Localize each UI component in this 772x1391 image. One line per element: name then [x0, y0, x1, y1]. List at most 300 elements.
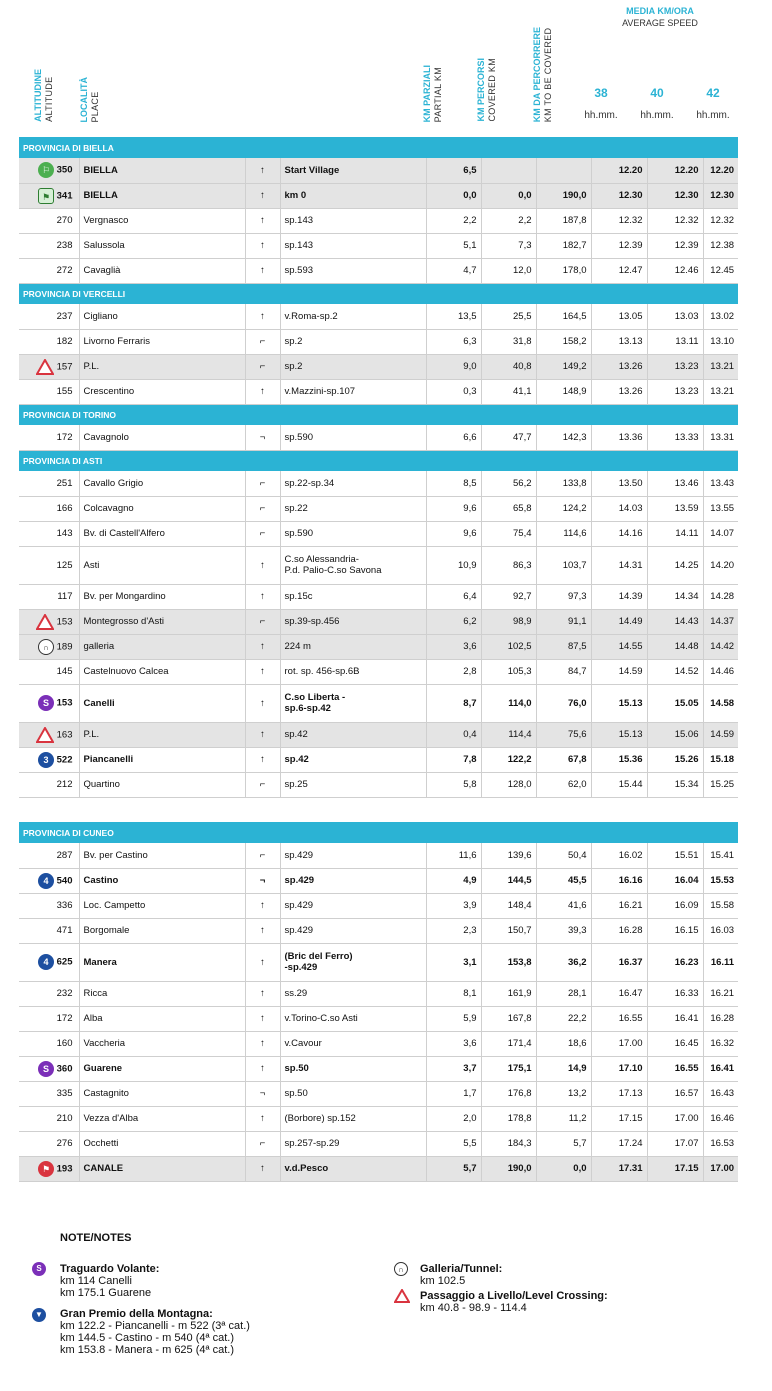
road-cell: v.d.Pesco	[280, 1156, 426, 1181]
table-row	[19, 747, 738, 772]
time-38-cell: 12.20	[591, 158, 647, 183]
altitude-cell: ⚑ 341	[19, 183, 79, 208]
partial-km-cell: 6,6	[426, 425, 481, 450]
partial-km-cell: 9,6	[426, 521, 481, 546]
km-to-cover-cell: 76,0	[536, 684, 591, 722]
time-40-cell: 14.25	[647, 546, 703, 584]
time-40-cell: 16.15	[647, 918, 703, 943]
time-42-cell: 16.21	[703, 981, 738, 1006]
road-cell: Start Village	[280, 158, 426, 183]
km-to-cover-cell: 5,7	[536, 1131, 591, 1156]
place-cell: Piancanelli	[79, 747, 245, 772]
partial-km-cell: 6,2	[426, 609, 481, 634]
time-38-cell: 17.31	[591, 1156, 647, 1181]
road-cell: v.Roma-sp.2	[280, 304, 426, 329]
covered-km-cell: 122,2	[481, 747, 536, 772]
province-name: PROVINCIA DI BIELLA	[19, 137, 738, 158]
road-cell: sp.22	[280, 496, 426, 521]
partial-km-cell: 11,6	[426, 843, 481, 868]
time-40-cell: 14.34	[647, 584, 703, 609]
covered-km-cell: 25,5	[481, 304, 536, 329]
partial-km-cell: 8,7	[426, 684, 481, 722]
time-38-cell: 15.13	[591, 684, 647, 722]
time-38-cell: 16.21	[591, 893, 647, 918]
direction-cell: ⌐	[245, 354, 280, 379]
covered-km-cell: 128,0	[481, 772, 536, 797]
time-40-cell: 12.46	[647, 258, 703, 283]
direction-cell: ↑	[245, 304, 280, 329]
covered-km-cell: 12,0	[481, 258, 536, 283]
direction-cell: ↑	[245, 918, 280, 943]
province-header	[19, 283, 738, 304]
covered-km-cell: 102,5	[481, 634, 536, 659]
km-to-cover-cell: 164,5	[536, 304, 591, 329]
table-row	[19, 609, 738, 634]
place-cell: Cigliano	[79, 304, 245, 329]
km-to-cover-cell: 190,0	[536, 183, 591, 208]
road-cell: sp.25	[280, 772, 426, 797]
hh-mm-label: hh.mm.	[640, 110, 674, 121]
partial-km-cell: 9,0	[426, 354, 481, 379]
time-42-cell: 15.18	[703, 747, 738, 772]
direction-cell: ↑	[245, 208, 280, 233]
time-40-cell: 13.23	[647, 354, 703, 379]
time-38-cell: 16.55	[591, 1006, 647, 1031]
time-42-cell: 16.41	[703, 1056, 738, 1081]
time-40-cell: 17.15	[647, 1156, 703, 1181]
tunnel-icon: ∩	[38, 639, 54, 655]
hh-mm-label: hh.mm.	[696, 110, 730, 121]
covered-km-cell: 7,3	[481, 233, 536, 258]
km-to-cover-cell: 14,9	[536, 1056, 591, 1081]
table-row	[19, 1006, 738, 1031]
time-42-cell: 16.32	[703, 1031, 738, 1056]
table-row	[19, 521, 738, 546]
road-cell: rot. sp. 456-sp.6B	[280, 659, 426, 684]
place-cell: Occhetti	[79, 1131, 245, 1156]
time-38-cell: 14.16	[591, 521, 647, 546]
time-42-cell: 13.02	[703, 304, 738, 329]
km-to-cover-cell: 158,2	[536, 329, 591, 354]
covered-km-cell: 150,7	[481, 918, 536, 943]
partial-km-cell: 13,5	[426, 304, 481, 329]
partial-km-cell: 3,7	[426, 1056, 481, 1081]
table-row	[19, 659, 738, 684]
time-38-cell: 14.39	[591, 584, 647, 609]
km-to-cover-header: KM DA PERCORRERE KM TO BE COVERED	[532, 26, 553, 122]
time-42-cell: 13.31	[703, 425, 738, 450]
time-38-cell: 17.13	[591, 1081, 647, 1106]
km-to-cover-cell: 178,0	[536, 258, 591, 283]
partial-km-cell: 3,9	[426, 893, 481, 918]
time-38-cell: 12.32	[591, 208, 647, 233]
covered-km-cell: 171,4	[481, 1031, 536, 1056]
place-cell: Manera	[79, 943, 245, 981]
direction-cell: ⌐	[245, 609, 280, 634]
sprint-icon: S	[32, 1262, 46, 1276]
time-42-cell: 14.07	[703, 521, 738, 546]
km-to-cover-cell: 41,6	[536, 893, 591, 918]
time-42-cell: 15.25	[703, 772, 738, 797]
table-row	[19, 379, 738, 404]
time-38-cell: 16.37	[591, 943, 647, 981]
table-row	[19, 868, 738, 893]
time-40-cell: 15.06	[647, 722, 703, 747]
covered-km-cell: 65,8	[481, 496, 536, 521]
time-38-cell: 13.26	[591, 354, 647, 379]
table-row	[19, 546, 738, 584]
km-to-cover-cell: 62,0	[536, 772, 591, 797]
time-40-cell: 14.11	[647, 521, 703, 546]
time-38-cell: 15.36	[591, 747, 647, 772]
direction-cell: ⌐	[245, 521, 280, 546]
covered-km-cell: 75,4	[481, 521, 536, 546]
altitude-cell: 3 522	[19, 747, 79, 772]
km-to-cover-cell	[536, 158, 591, 183]
direction-cell: ⌐	[245, 471, 280, 496]
place-cell: Cavallo Grigio	[79, 471, 245, 496]
sprint-icon: S	[38, 1061, 54, 1077]
time-42-cell: 13.21	[703, 379, 738, 404]
partial-km-cell: 2,8	[426, 659, 481, 684]
tunnel-note: Galleria/Tunnel: km 102.5	[420, 1263, 503, 1287]
mountain-prize-note: Gran Premio della Montagna: km 122.2 - Piancanelli - m 522 (3ª cat.) km 144.5 - Castino - m 540 (4ª cat.) km 153.8 - Manera - m 625 (4ª cat.)	[60, 1308, 250, 1356]
covered-km-cell: 98,9	[481, 609, 536, 634]
time-42-cell: 13.21	[703, 354, 738, 379]
speed-42: 42	[706, 86, 720, 100]
altitude-cell: 270	[19, 208, 79, 233]
place-cell: BIELLA	[79, 183, 245, 208]
place-cell: Vergnasco	[79, 208, 245, 233]
road-cell: sp.15c	[280, 584, 426, 609]
time-40-cell: 16.55	[647, 1056, 703, 1081]
road-cell: sp.22-sp.34	[280, 471, 426, 496]
time-40-cell: 17.07	[647, 1131, 703, 1156]
table-row	[19, 329, 738, 354]
covered-km-cell: 0,0	[481, 183, 536, 208]
partial-km-cell: 8,1	[426, 981, 481, 1006]
road-cell: sp.50	[280, 1081, 426, 1106]
table-row	[19, 1131, 738, 1156]
road-cell: sp.429	[280, 843, 426, 868]
time-40-cell: 16.41	[647, 1006, 703, 1031]
altitude-cell: S 360	[19, 1056, 79, 1081]
time-42-cell: 12.38	[703, 233, 738, 258]
time-42-cell: 14.59	[703, 722, 738, 747]
altitude-cell: 145	[19, 659, 79, 684]
time-38-cell: 15.44	[591, 772, 647, 797]
km-to-cover-cell: 36,2	[536, 943, 591, 981]
direction-cell: ↑	[245, 258, 280, 283]
km-to-cover-cell: 103,7	[536, 546, 591, 584]
altitude-cell: 125	[19, 546, 79, 584]
km-to-cover-cell: 148,9	[536, 379, 591, 404]
covered-km-cell: 190,0	[481, 1156, 536, 1181]
average-speed-header: MEDIA KM/ORA AVERAGE SPEED	[622, 6, 698, 28]
partial-km-cell: 3,6	[426, 634, 481, 659]
covered-km-cell: 148,4	[481, 893, 536, 918]
time-40-cell: 13.23	[647, 379, 703, 404]
place-cell: Crescentino	[79, 379, 245, 404]
altitude-cell: 212	[19, 772, 79, 797]
direction-cell: ↑	[245, 1056, 280, 1081]
table-row	[19, 1031, 738, 1056]
time-42-cell: 15.53	[703, 868, 738, 893]
partial-km-cell: 9,6	[426, 496, 481, 521]
direction-cell: ↑	[245, 1031, 280, 1056]
table-header	[0, 0, 772, 130]
table-row	[19, 1056, 738, 1081]
place-cell: P.L.	[79, 722, 245, 747]
altitude-cell: 182	[19, 329, 79, 354]
time-38-cell: 16.47	[591, 981, 647, 1006]
km-to-cover-cell: 133,8	[536, 471, 591, 496]
road-cell: sp.2	[280, 329, 426, 354]
level-crossing-icon	[394, 1289, 410, 1303]
direction-cell: ↑	[245, 158, 280, 183]
altitude-cell: 143	[19, 521, 79, 546]
direction-cell: ⌐	[245, 843, 280, 868]
place-cell: P.L.	[79, 354, 245, 379]
road-cell: sp.593	[280, 258, 426, 283]
table-row	[19, 233, 738, 258]
covered-km-cell: 144,5	[481, 868, 536, 893]
road-cell: sp.257-sp.29	[280, 1131, 426, 1156]
table-row	[19, 1156, 738, 1181]
partial-km-cell: 2,0	[426, 1106, 481, 1131]
partial-km-cell: 5,9	[426, 1006, 481, 1031]
road-cell: sp.42	[280, 747, 426, 772]
road-cell: (Borbore) sp.152	[280, 1106, 426, 1131]
table-row	[19, 981, 738, 1006]
table-row	[19, 893, 738, 918]
time-38-cell: 16.02	[591, 843, 647, 868]
partial-km-cell: 5,5	[426, 1131, 481, 1156]
time-42-cell: 14.46	[703, 659, 738, 684]
time-42-cell: 16.53	[703, 1131, 738, 1156]
partial-km-cell: 3,1	[426, 943, 481, 981]
sprint-note: Traguardo Volante: km 114 Canelli km 175.1 Guarene	[60, 1263, 160, 1299]
direction-cell: ⌐	[245, 329, 280, 354]
partial-km-cell: 3,6	[426, 1031, 481, 1056]
altitude-cell: 335	[19, 1081, 79, 1106]
time-38-cell: 14.59	[591, 659, 647, 684]
place-cell: galleria	[79, 634, 245, 659]
altitude-cell: 160	[19, 1031, 79, 1056]
road-cell: 224 m	[280, 634, 426, 659]
covered-km-cell: 47,7	[481, 425, 536, 450]
table-row	[19, 722, 738, 747]
time-40-cell: 15.05	[647, 684, 703, 722]
table-row	[19, 258, 738, 283]
covered-km-cell: 41,1	[481, 379, 536, 404]
direction-cell: ↑	[245, 546, 280, 584]
covered-km-cell: 153,8	[481, 943, 536, 981]
altitude-cell: ⚑ 193	[19, 1156, 79, 1181]
time-42-cell: 13.55	[703, 496, 738, 521]
time-40-cell: 12.32	[647, 208, 703, 233]
covered-km-cell: 139,6	[481, 843, 536, 868]
altitude-cell: 232	[19, 981, 79, 1006]
place-cell: CANALE	[79, 1156, 245, 1181]
time-40-cell: 16.45	[647, 1031, 703, 1056]
hh-mm-label: hh.mm.	[584, 110, 618, 121]
time-42-cell: 16.03	[703, 918, 738, 943]
covered-km-cell: 114,0	[481, 684, 536, 722]
altitude-cell: 4 625	[19, 943, 79, 981]
road-cell: v.Cavour	[280, 1031, 426, 1056]
covered-km-cell: 92,7	[481, 584, 536, 609]
place-cell: Alba	[79, 1006, 245, 1031]
time-38-cell: 14.55	[591, 634, 647, 659]
partial-km-cell: 6,4	[426, 584, 481, 609]
speed-40: 40	[650, 86, 664, 100]
table-row	[19, 943, 738, 981]
direction-cell: ↑	[245, 233, 280, 258]
road-cell: km 0	[280, 183, 426, 208]
altitude-cell: 287	[19, 843, 79, 868]
time-42-cell: 16.28	[703, 1006, 738, 1031]
start-icon: ⚐	[38, 162, 54, 178]
table-row	[19, 354, 738, 379]
covered-km-cell: 161,9	[481, 981, 536, 1006]
direction-cell: ⌐	[245, 772, 280, 797]
time-40-cell: 16.23	[647, 943, 703, 981]
table-row	[19, 918, 738, 943]
place-cell: Castino	[79, 868, 245, 893]
level-crossing-icon	[36, 727, 54, 743]
covered-km-cell: 175,1	[481, 1056, 536, 1081]
partial-km-cell: 0,4	[426, 722, 481, 747]
direction-cell: ↑	[245, 1156, 280, 1181]
table-row	[19, 471, 738, 496]
altitude-cell: 4 540	[19, 868, 79, 893]
altitude-cell: 237	[19, 304, 79, 329]
time-42-cell: 16.11	[703, 943, 738, 981]
km-to-cover-cell: 11,2	[536, 1106, 591, 1131]
time-38-cell: 17.10	[591, 1056, 647, 1081]
place-cell: Vezza d'Alba	[79, 1106, 245, 1131]
time-42-cell: 12.32	[703, 208, 738, 233]
place-cell: BIELLA	[79, 158, 245, 183]
km-to-cover-cell: 87,5	[536, 634, 591, 659]
itinerary-table	[19, 137, 738, 798]
place-cell: Guarene	[79, 1056, 245, 1081]
covered-km-cell: 167,8	[481, 1006, 536, 1031]
altitude-cell: 471	[19, 918, 79, 943]
km-to-cover-cell: 13,2	[536, 1081, 591, 1106]
road-cell: sp.2	[280, 354, 426, 379]
direction-cell: ↑	[245, 584, 280, 609]
province-header	[19, 404, 738, 425]
road-cell: C.so Liberta - sp.6-sp.42	[280, 684, 426, 722]
time-38-cell: 14.49	[591, 609, 647, 634]
place-header: LOCALITÀ PLACE	[79, 76, 100, 122]
partial-km-cell: 5,8	[426, 772, 481, 797]
km-to-cover-cell: 39,3	[536, 918, 591, 943]
altitude-cell: 238	[19, 233, 79, 258]
province-name: PROVINCIA DI CUNEO	[19, 822, 738, 843]
table-row	[19, 183, 738, 208]
mountain-prize-icon: 4	[38, 873, 54, 889]
place-cell: Asti	[79, 546, 245, 584]
altitude-cell: ∩ 189	[19, 634, 79, 659]
km-to-cover-cell: 45,5	[536, 868, 591, 893]
altitude-cell: S 153	[19, 684, 79, 722]
altitude-cell: 117	[19, 584, 79, 609]
covered-km-cell: 178,8	[481, 1106, 536, 1131]
time-40-cell: 12.39	[647, 233, 703, 258]
table-row	[19, 304, 738, 329]
covered-km-cell: 40,8	[481, 354, 536, 379]
partial-km-cell: 10,9	[426, 546, 481, 584]
km-to-cover-cell: 182,7	[536, 233, 591, 258]
km-to-cover-cell: 75,6	[536, 722, 591, 747]
partial-km-cell: 6,3	[426, 329, 481, 354]
covered-km-cell	[481, 158, 536, 183]
covered-km-cell: 31,8	[481, 329, 536, 354]
partial-km-header: KM PARZIALI PARTIAL KM	[422, 64, 443, 122]
road-cell: sp.429	[280, 868, 426, 893]
table-row	[19, 496, 738, 521]
table-row	[19, 772, 738, 797]
time-42-cell: 14.20	[703, 546, 738, 584]
table-row	[19, 158, 738, 183]
road-cell: sp.590	[280, 521, 426, 546]
covered-km-cell: 176,8	[481, 1081, 536, 1106]
time-42-cell: 12.30	[703, 183, 738, 208]
table-row	[19, 208, 738, 233]
time-38-cell: 13.05	[591, 304, 647, 329]
time-38-cell: 17.24	[591, 1131, 647, 1156]
place-cell: Colcavagno	[79, 496, 245, 521]
direction-cell: ↑	[245, 1006, 280, 1031]
place-cell: Canelli	[79, 684, 245, 722]
time-40-cell: 12.20	[647, 158, 703, 183]
province-name: PROVINCIA DI ASTI	[19, 450, 738, 471]
km-to-cover-cell: 142,3	[536, 425, 591, 450]
altitude-cell: 336	[19, 893, 79, 918]
road-cell: C.so Alessandria- P.d. Palio-C.so Savona	[280, 546, 426, 584]
time-40-cell: 15.26	[647, 747, 703, 772]
road-cell: sp.42	[280, 722, 426, 747]
km-to-cover-cell: 91,1	[536, 609, 591, 634]
road-cell: sp.143	[280, 233, 426, 258]
road-cell: sp.39-sp.456	[280, 609, 426, 634]
mountain-prize-icon: 3	[38, 752, 54, 768]
altitude-cell: 153	[19, 609, 79, 634]
km-to-cover-cell: 28,1	[536, 981, 591, 1006]
road-cell: sp.429	[280, 918, 426, 943]
time-38-cell: 13.26	[591, 379, 647, 404]
partial-km-cell: 4,9	[426, 868, 481, 893]
covered-km-cell: 56,2	[481, 471, 536, 496]
place-cell: Bv. per Castino	[79, 843, 245, 868]
direction-cell: ↑	[245, 943, 280, 981]
time-42-cell: 12.20	[703, 158, 738, 183]
km-to-cover-cell: 67,8	[536, 747, 591, 772]
time-42-cell: 12.45	[703, 258, 738, 283]
direction-cell: ↑	[245, 659, 280, 684]
altitude-cell: 163	[19, 722, 79, 747]
time-38-cell: 12.47	[591, 258, 647, 283]
level-crossing-note: Passaggio a Livello/Level Crossing: km 40.8 - 98.9 - 114.4	[420, 1290, 608, 1314]
time-42-cell: 16.46	[703, 1106, 738, 1131]
direction-cell: ⌐	[245, 496, 280, 521]
time-42-cell: 17.00	[703, 1156, 738, 1181]
table-row	[19, 425, 738, 450]
finish-icon: ⚑	[38, 1161, 54, 1177]
